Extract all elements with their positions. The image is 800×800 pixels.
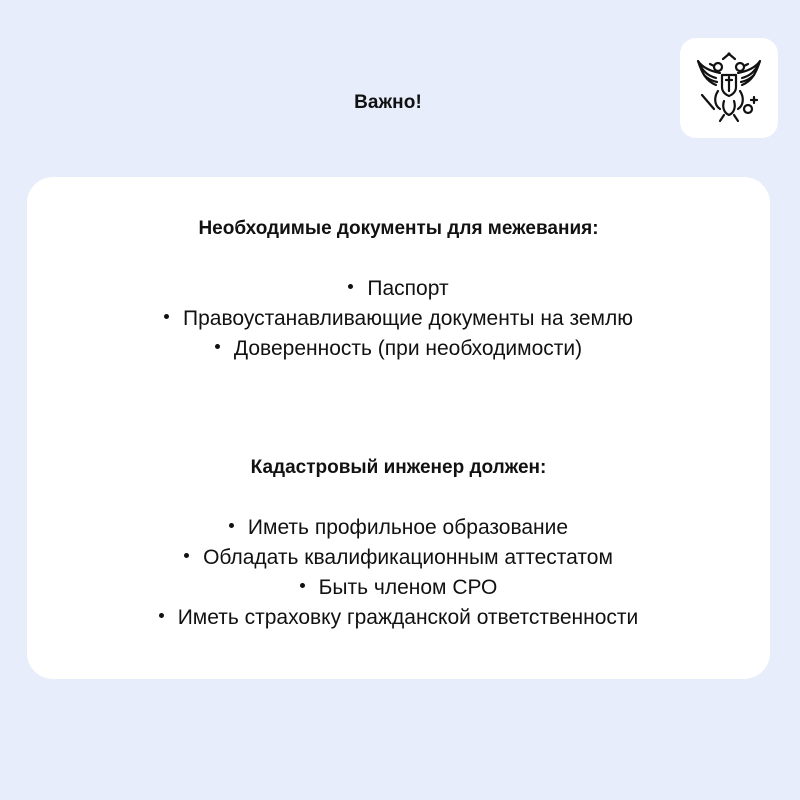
engineer-title: Кадастровый инженер должен: [250,457,547,478]
list-item: Иметь страховку гражданской ответственности [27,603,770,633]
page-title: Важно! [354,92,422,113]
bullet-icon [215,344,220,349]
bullet-icon [300,583,305,588]
bullet-icon [229,523,234,528]
info-card [27,177,770,679]
logo [680,38,778,138]
list-item: Обладать квалификационным аттестатом [27,543,770,573]
documents-list [27,274,770,364]
list-item: Доверенность (при необходимости) [27,334,770,364]
list-item: Быть членом СРО [27,573,770,603]
list-item: Правоустанавливающие документы на землю [27,304,770,334]
emblem-icon [694,51,764,125]
documents-title: Необходимые документы для межевания: [198,218,599,239]
engineer-list [27,513,770,633]
bullet-icon [348,284,353,289]
list-item: Паспорт [27,274,770,304]
bullet-icon [164,314,169,319]
bullet-icon [159,613,164,618]
list-item: Иметь профильное образование [27,513,770,543]
bullet-icon [184,553,189,558]
